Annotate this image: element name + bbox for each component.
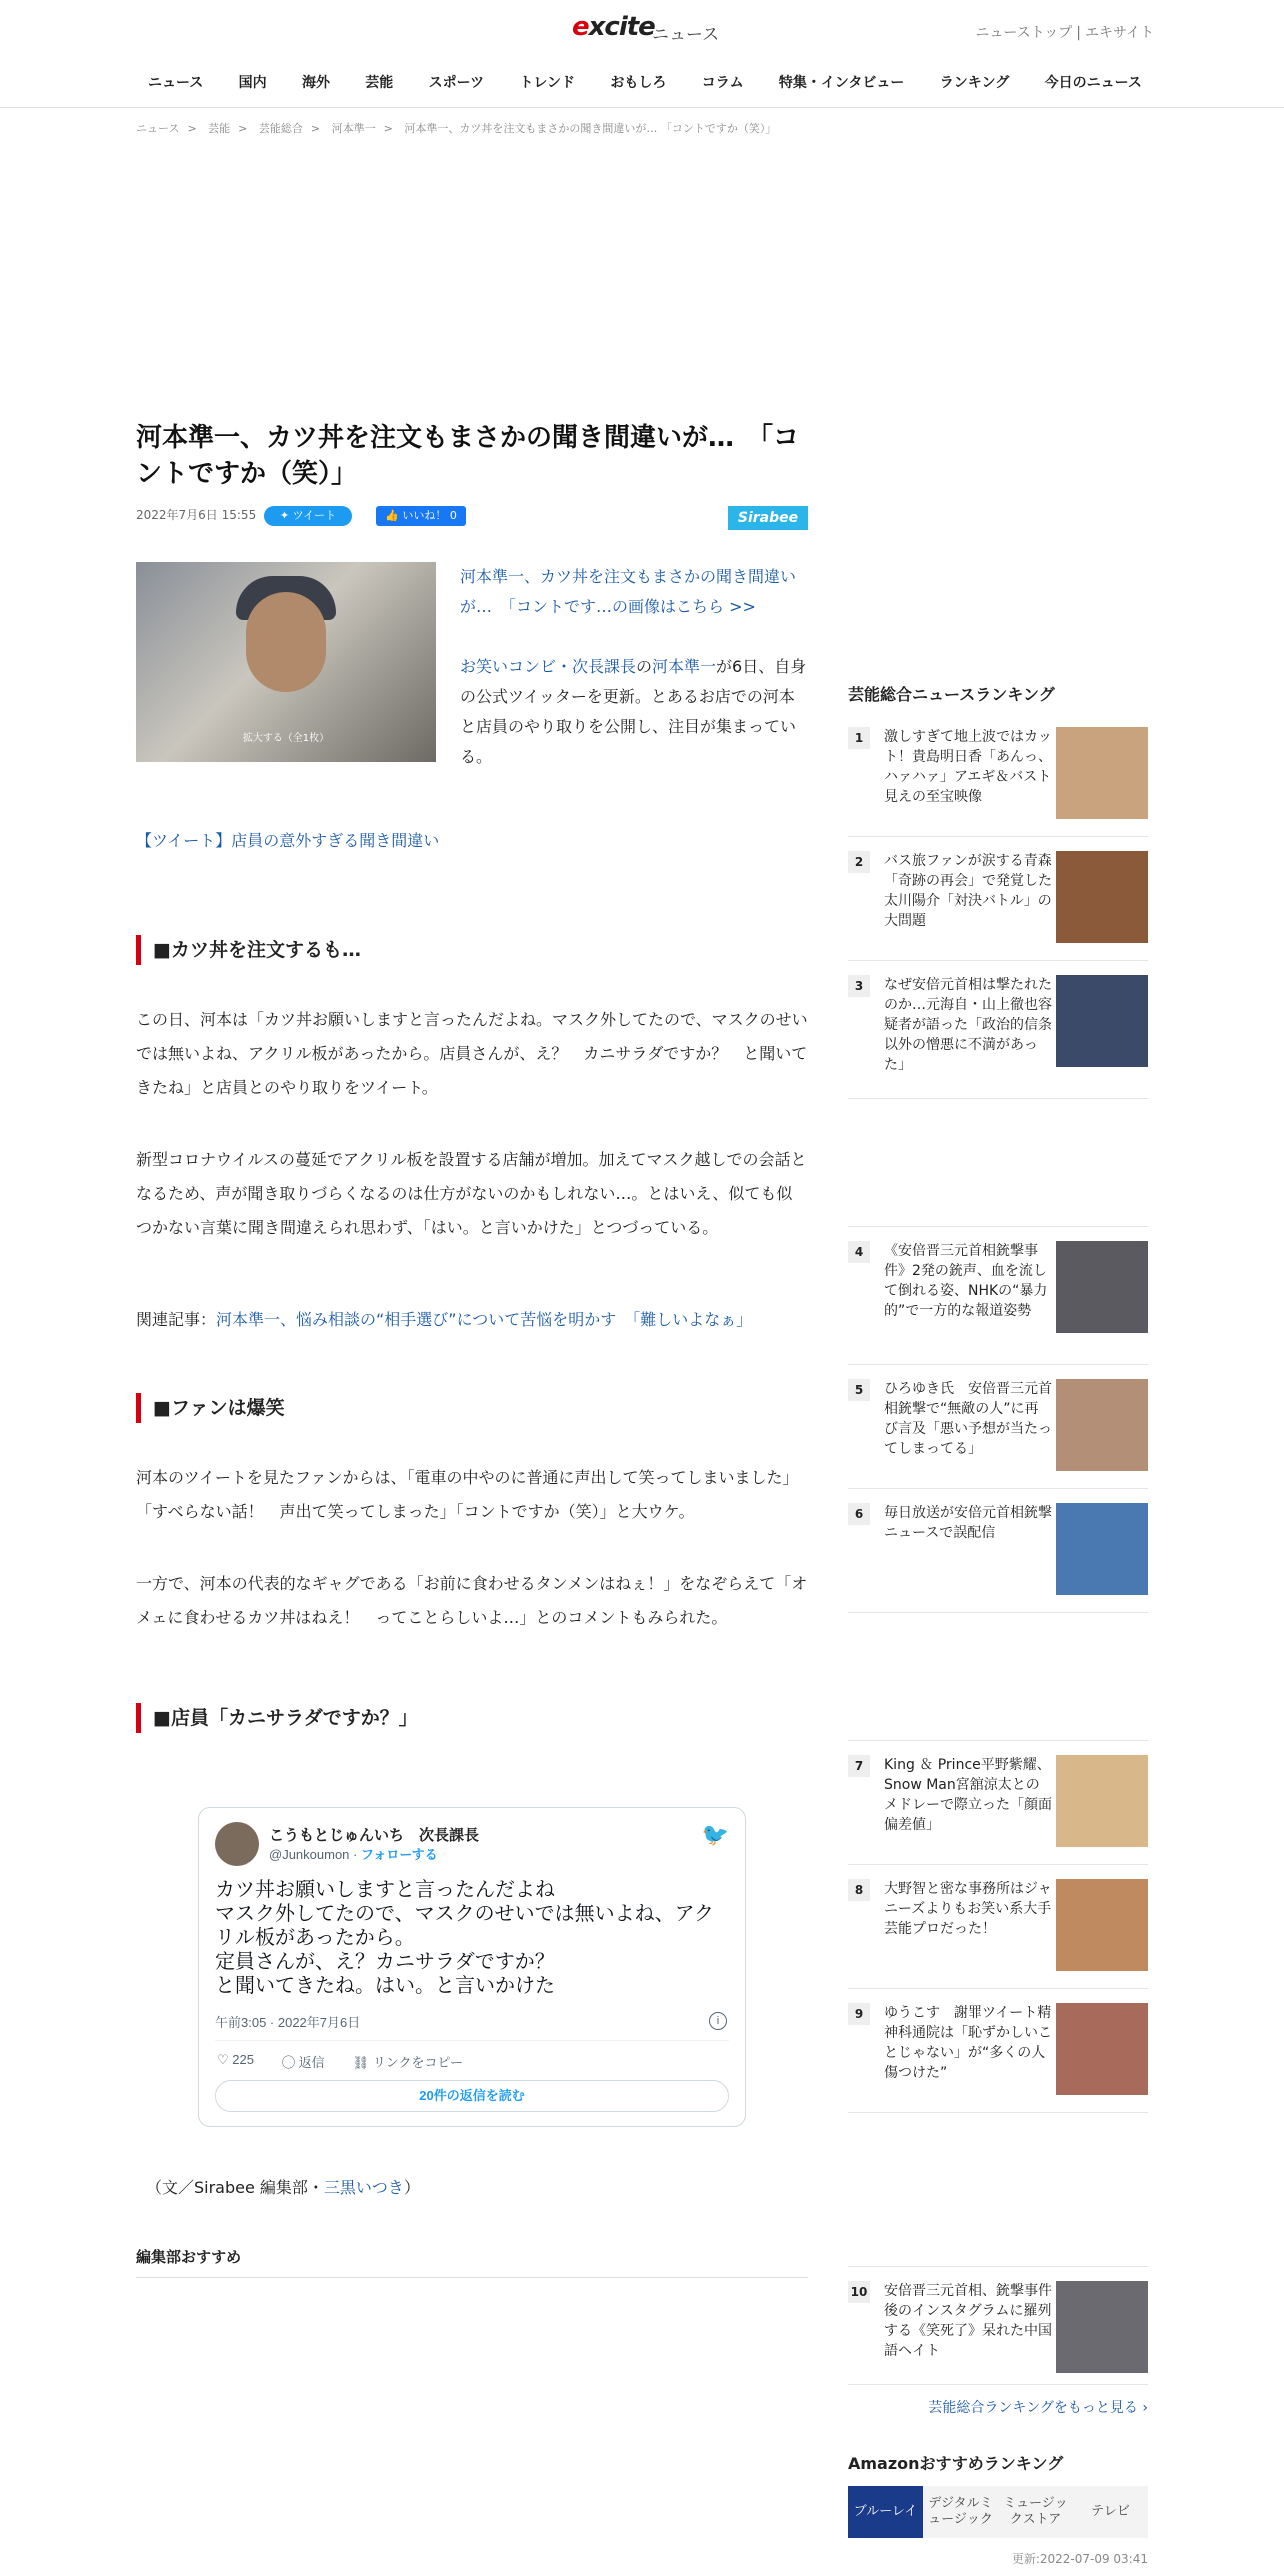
- ranking-item[interactable]: [848, 1865, 1148, 1989]
- sirabee-logo[interactable]: Sirabee: [728, 506, 808, 530]
- ranking-item[interactable]: [848, 1227, 1148, 1365]
- breadcrumb-item[interactable]: 芸能総合: [258, 122, 303, 135]
- rank-title[interactable]: なぜ安倍元首相は撃たれたのか…元海自・山上徹也容疑者が語った「政治的信条以外の憎悪に不満があった」: [884, 977, 1052, 1073]
- breadcrumb-current: 河本準一、カツ丼を注文もまさかの聞き間違いが… 「コントですか（笑）」: [404, 122, 777, 135]
- ranking-item[interactable]: [848, 2267, 1148, 2385]
- embedded-tweet[interactable]: [198, 1807, 746, 2127]
- breadcrumb-item[interactable]: 河本準一: [331, 122, 376, 135]
- article-date: 2022年7月6日 15:55: [136, 508, 257, 522]
- news-top-link[interactable]: ニューストップ: [975, 25, 1073, 41]
- rank-number: 5: [848, 1379, 870, 1401]
- bird-icon: ✦: [279, 509, 290, 522]
- amazon-tabs: [848, 2486, 1148, 2538]
- nav-today[interactable]: 今日のニュース: [1044, 75, 1142, 91]
- rank-thumbnail[interactable]: [1056, 975, 1148, 1067]
- nav-entertainment[interactable]: 芸能: [365, 75, 394, 91]
- ranking-item[interactable]: [848, 1489, 1148, 1613]
- kawamoto-link[interactable]: 河本準一: [652, 657, 717, 676]
- tweet-handle-text: @Junkoumon: [269, 1847, 350, 1862]
- breadcrumb: ニュース > 芸能 > 芸能総合 > 河本準一 > 河本準一、カツ丼を注文もまさかの聞き間違いが… 「コントですか（笑）」: [136, 122, 777, 135]
- paragraph-3: 河本のツイートを見たファンからは、「電車の中やのに普通に声出して笑ってしまいました」「すべらない話！ 声出て笑ってしまった」「コントですか（笑）」と大ウケ。: [136, 1468, 799, 1521]
- ad-space: [848, 1613, 1148, 1741]
- credit-text: （文／Sirabee 編集部・: [146, 2178, 324, 2197]
- chevron-right-icon: ›: [1142, 2400, 1148, 2416]
- more-ranking-link[interactable]: [848, 2397, 1148, 2417]
- tweet-anchor-link[interactable]: [136, 828, 808, 851]
- like-button[interactable]: 👍 いいね！ 0: [376, 506, 466, 526]
- rank-title[interactable]: 毎日放送が安倍元首相銃撃ニュースで誤配信: [884, 1505, 1052, 1541]
- excite-logo[interactable]: excite: [572, 12, 655, 42]
- nav-domestic[interactable]: 国内: [238, 75, 267, 91]
- rank-title[interactable]: 《安倍晋三元首相銃撃事件》2発の銃声、血を流して倒れる姿、NHKの“暴力的”で一方的な報道姿勢: [884, 1243, 1048, 1319]
- rank-thumbnail[interactable]: [1056, 1879, 1148, 1971]
- reply-icon: ◯: [281, 2055, 295, 2070]
- rank-thumbnail[interactable]: [1056, 851, 1148, 943]
- breadcrumb-item[interactable]: 芸能: [208, 122, 231, 135]
- section-heading-2: ■ファンは爆笑: [136, 1393, 808, 1423]
- global-nav: [140, 72, 1150, 92]
- photo-caption: 拡大する（全1枚）: [242, 733, 330, 744]
- rank-thumbnail[interactable]: [1056, 727, 1148, 819]
- nav-trend[interactable]: トレンド: [519, 75, 576, 91]
- site-header: [0, 0, 1284, 108]
- avatar[interactable]: [215, 1822, 259, 1866]
- article-meta: [136, 506, 808, 530]
- rank-title[interactable]: バス旅ファンが涙する青森「奇跡の再会」で発覚した太川陽介「対決バトル」の大問題: [884, 853, 1052, 929]
- article-lead: [136, 562, 808, 802]
- ranking-item[interactable]: [848, 961, 1148, 1099]
- rank-title[interactable]: 大野智と密な事務所はジャニーズよりもお笑い系大手芸能プロだった！: [884, 1881, 1052, 1937]
- photo-subject-face: [246, 592, 326, 692]
- twitter-bird-icon[interactable]: 🐦: [701, 1822, 729, 1847]
- related-label: 関連記事：: [136, 1310, 217, 1329]
- sidebar: [848, 682, 1148, 2567]
- lead-text-part: の: [636, 657, 653, 676]
- reply-action[interactable]: ◯ 返信: [281, 2055, 325, 2070]
- tweet-timestamp[interactable]: 午前3:05 · 2022年7月6日: [215, 2015, 361, 2030]
- like-action[interactable]: ♡ 225: [217, 2052, 254, 2067]
- author-credit: [136, 2175, 808, 2198]
- rank-thumbnail[interactable]: [1056, 1755, 1148, 1847]
- heart-icon: ♡: [217, 2052, 229, 2067]
- section-heading-3: ■店員「カニサラダですか？」: [136, 1703, 808, 1733]
- link-icon: ⛓: [352, 2055, 370, 2070]
- info-icon[interactable]: i: [709, 2012, 727, 2030]
- rank-number: 9: [848, 2003, 870, 2025]
- nav-funny[interactable]: おもしろ: [610, 75, 667, 91]
- tweet-body: カツ丼お願いしますと言ったんだよね マスク外してたので、マスクのせいでは無いよね、アクリル板があったから。 定員さんが、え？カニサラダですか？ と聞いてきたね。はい。と言いかけた: [215, 1879, 714, 1997]
- ranking-item[interactable]: [848, 1989, 1148, 2113]
- excite-link[interactable]: エキサイト: [1084, 25, 1154, 41]
- ranking-title: 芸能総合ニュースランキング: [848, 685, 1055, 704]
- article-photo[interactable]: [136, 562, 436, 762]
- credit-text: ）: [403, 2178, 420, 2197]
- rank-number: 6: [848, 1503, 870, 1525]
- rank-thumbnail[interactable]: [1056, 2281, 1148, 2373]
- breadcrumb-item[interactable]: ニュース: [136, 122, 180, 135]
- tab-digital-music[interactable]: デジタルミュージック: [923, 2486, 998, 2538]
- rank-title[interactable]: 安倍晋三元首相、銃撃事件後のインスタグラムに羅列する《笑死了》呆れた中国語ヘイト: [884, 2283, 1052, 2359]
- ad-space: [848, 2113, 1148, 2267]
- lead-text-part: が6日、自身の公式ツイッターを更新。とあるお店での河本と店員のやり取りを公開し、注目が集まっている。: [460, 657, 807, 766]
- comedy-duo-link[interactable]: お笑いコンビ・次長課長: [460, 657, 637, 676]
- rank-number: 7: [848, 1755, 870, 1777]
- nav-features[interactable]: 特集・インタビュー: [778, 75, 905, 91]
- ad-space: [848, 1099, 1148, 1227]
- tweet-author-name[interactable]: こうもとじゅんいち 次長課長: [269, 1827, 480, 1844]
- divider: [215, 2040, 729, 2041]
- rank-title[interactable]: ひろゆき氏 安倍晋三元首相銃撃で“無敵の人”に再び言及「悪い予想が当たってしまってる」: [884, 1381, 1052, 1457]
- article: [136, 420, 808, 2278]
- top-links: ニューストップ | エキサイト: [975, 25, 1154, 41]
- nav-ranking[interactable]: ランキング: [939, 75, 1010, 91]
- follow-link[interactable]: フォローする: [360, 1847, 438, 1862]
- lead-text: [460, 562, 808, 802]
- ranking-item[interactable]: [848, 1741, 1148, 1865]
- ranking-item[interactable]: [848, 1365, 1148, 1489]
- logo-subtitle: ニュース: [652, 25, 720, 45]
- paragraph-1: この日、河本は「カツ丼お願いしますと言ったんだよね。マスク外してたので、マスクのせいでは無いよね、アクリル板があったから。店員さんが、え？ カニサラダですか？ と聞いてきたね」と店員とのやり取りをツイート。: [136, 1010, 808, 1097]
- rank-thumbnail[interactable]: [1056, 2003, 1148, 2095]
- more-ranking-link-text[interactable]: 芸能総合ランキングをもっと見る: [928, 2400, 1138, 2416]
- nav-column[interactable]: コラム: [701, 75, 744, 91]
- amazon-ranking-title: Amazonおすすめランキング: [848, 2454, 1064, 2473]
- tweet-button[interactable]: ✦ ツイート: [264, 506, 352, 526]
- image-gallery-link[interactable]: 河本準一、カツ丼を注文もまさかの聞き間違いが… 「コントです…の画像はこちら >>: [460, 567, 797, 616]
- ranking-item[interactable]: [848, 713, 1148, 837]
- editor-recommend-heading: 編集部おすすめ: [136, 2246, 808, 2278]
- tab-bluray[interactable]: ブルーレイ: [848, 2486, 923, 2538]
- rank-number: 1: [848, 727, 870, 749]
- related-article: [136, 1305, 808, 1335]
- nav-sports[interactable]: スポーツ: [428, 75, 485, 91]
- rank-number: 3: [848, 975, 870, 997]
- rank-thumbnail[interactable]: [1056, 1241, 1148, 1333]
- rank-number: 8: [848, 1879, 870, 1901]
- tweet-anchor-link-text[interactable]: 【ツイート】店員の意外すぎる聞き間違い: [136, 831, 440, 850]
- read-replies-button[interactable]: 20件の返信を読む: [215, 2080, 729, 2112]
- tweet-actions: [217, 2052, 463, 2071]
- paragraph-4: 一方で、河本の代表的なギャグである「お前に食わせるタンメンはねぇ！」をなぞらえて「オメェに食わせるカツ丼はねえ！ ってことらしいよ…」とのコメントもみられた。: [136, 1574, 808, 1627]
- rank-number: 10: [848, 2281, 870, 2303]
- updated-timestamp: 更新:2022-07-09 03:41: [1011, 2552, 1148, 2566]
- tweet-author-handle: @Junkoumon · フォローする: [269, 1847, 438, 1862]
- copy-link-action[interactable]: ⛓ リンクをコピー: [352, 2055, 464, 2070]
- tab-music-store[interactable]: ミュージックストア: [998, 2486, 1073, 2538]
- tab-tv[interactable]: テレビ: [1073, 2486, 1148, 2538]
- section-heading-1: ■カツ丼を注文するも…: [136, 935, 808, 965]
- rank-number: 4: [848, 1241, 870, 1263]
- related-article-link[interactable]: 河本準一、悩み相談の“相手選び”について苦悩を明かす 「難しいよなぁ」: [216, 1310, 753, 1329]
- rank-title[interactable]: ゆうこす 謝罪ツイート精神科通院は「恥ずかしいことじゃない」が“多くの人傷つけた”: [884, 2005, 1052, 2081]
- paragraph-2: 新型コロナウイルスの蔓延でアクリル板を設置する店舗が増加。加えてマスク越しでの会話となるため、声が聞き取りづらくなるのは仕方がないのかもしれない…。とはいえ、似ても似つかない言葉に聞き間違えられ思わず、「はい。と言いかけた」とつづっている。: [136, 1150, 807, 1237]
- ranking-item[interactable]: [848, 837, 1148, 961]
- rank-title[interactable]: King ＆ Prince平野紫耀、Snow Man宮舘涼太とのメドレーで際立った「顔面偏差値」: [884, 1757, 1052, 1833]
- nav-news[interactable]: ニュース: [148, 75, 204, 91]
- article-title: 河本準一、カツ丼を注文もまさかの聞き間違いが… 「コントですか（笑）」: [136, 423, 800, 489]
- rank-thumbnail[interactable]: [1056, 1503, 1148, 1595]
- rank-thumbnail[interactable]: [1056, 1379, 1148, 1471]
- rank-number: 2: [848, 851, 870, 873]
- thumbs-up-icon: 👍: [385, 509, 399, 522]
- author-link[interactable]: 三黒いつき: [323, 2178, 404, 2197]
- rank-title[interactable]: 激しすぎて地上波ではカット！貴島明日香「あんっ、ハァハァ」アエギ＆バスト見えの至宝映像: [884, 729, 1052, 805]
- nav-world[interactable]: 海外: [301, 75, 330, 91]
